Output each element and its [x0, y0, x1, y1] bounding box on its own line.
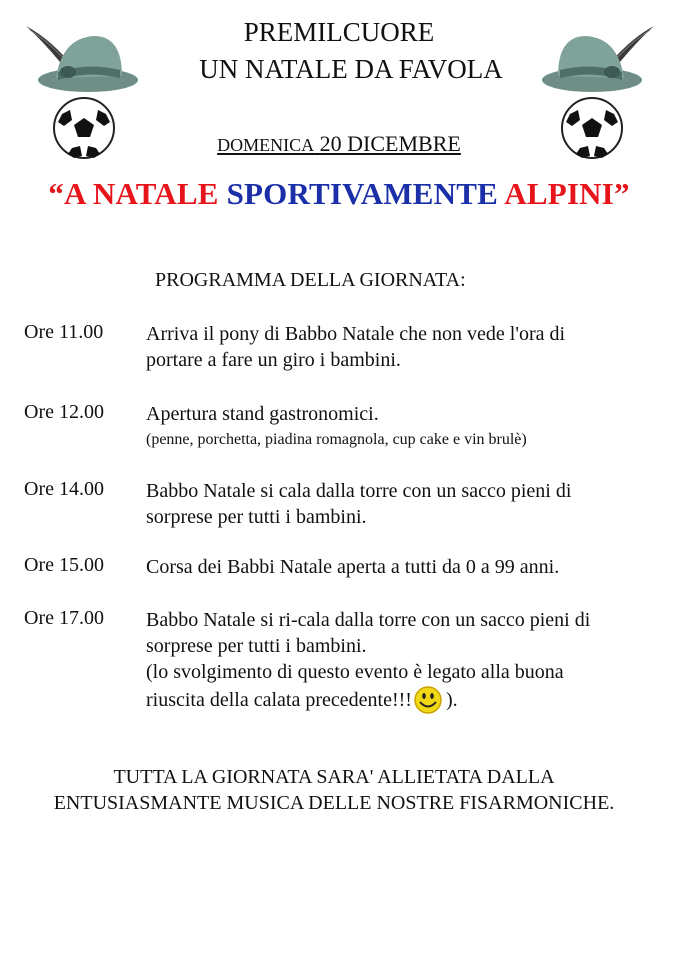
smiley-icon	[412, 685, 446, 715]
program-line: portare a fare un giro i bambini.	[146, 349, 401, 371]
program-description	[146, 607, 666, 715]
program-time: Ore 12.00	[24, 401, 104, 423]
date-rest: 20 DICEMBRE	[314, 131, 461, 156]
program-line: Babbo Natale si ri-cala dalla torre con un sacco pieni di	[146, 609, 591, 631]
footer-line: TUTTA LA GIORNATA SARA' ALLIETATA DALLA	[113, 766, 555, 788]
program-title: PROGRAMMA DELLA GIORNATA:	[155, 269, 466, 291]
program-time: Ore 11.00	[24, 321, 104, 343]
program-description	[146, 321, 666, 373]
slogan-open-quote: “	[48, 176, 65, 211]
program-line: (lo svolgimento di questo evento è legato alla buona	[146, 661, 564, 683]
town-title: PREMILCUORE	[243, 17, 435, 47]
program-line: sorprese per tutti i bambini.	[146, 635, 367, 657]
program-description	[146, 554, 666, 580]
program-time: Ore 15.00	[24, 554, 104, 576]
event-title: UN NATALE DA FAVOLA	[199, 54, 503, 84]
slogan-close-quote: ”	[613, 176, 630, 211]
program-line-last	[146, 685, 666, 715]
slogan-word-natale: A NATALE	[64, 176, 227, 211]
slogan	[0, 176, 678, 212]
program-line: Apertura stand gastronomici.	[146, 403, 379, 425]
program-note: (penne, porchetta, piadina romagnola, cup cake e vin brulè)	[146, 431, 527, 448]
program-line: Corsa dei Babbi Natale aperta a tutti da 0 a 99 anni.	[146, 556, 560, 578]
program-description	[146, 401, 666, 453]
program-line-last-close: ).	[445, 689, 458, 711]
event-date	[0, 131, 678, 157]
footer-note	[0, 764, 668, 816]
program-line: sorprese per tutti i bambini.	[146, 506, 367, 528]
date-day: DOMENICA	[217, 135, 315, 155]
program-line: Arriva il pony di Babbo Natale che non vede l'ora di	[146, 323, 566, 345]
program-time: Ore 17.00	[24, 607, 104, 629]
program-description	[146, 478, 666, 530]
program-time: Ore 14.00	[24, 478, 104, 500]
slogan-word-alpini: ALPINI	[504, 176, 614, 211]
slogan-word-sportivamente: SPORTIVAMENTE	[226, 176, 505, 211]
footer-line: ENTUSIASMANTE MUSICA DELLE NOSTRE FISARMONICHE.	[53, 792, 615, 814]
program-line-last-text: riuscita della calata precedente!!!	[146, 689, 412, 711]
program-line: Babbo Natale si cala dalla torre con un sacco pieni di	[146, 480, 572, 502]
